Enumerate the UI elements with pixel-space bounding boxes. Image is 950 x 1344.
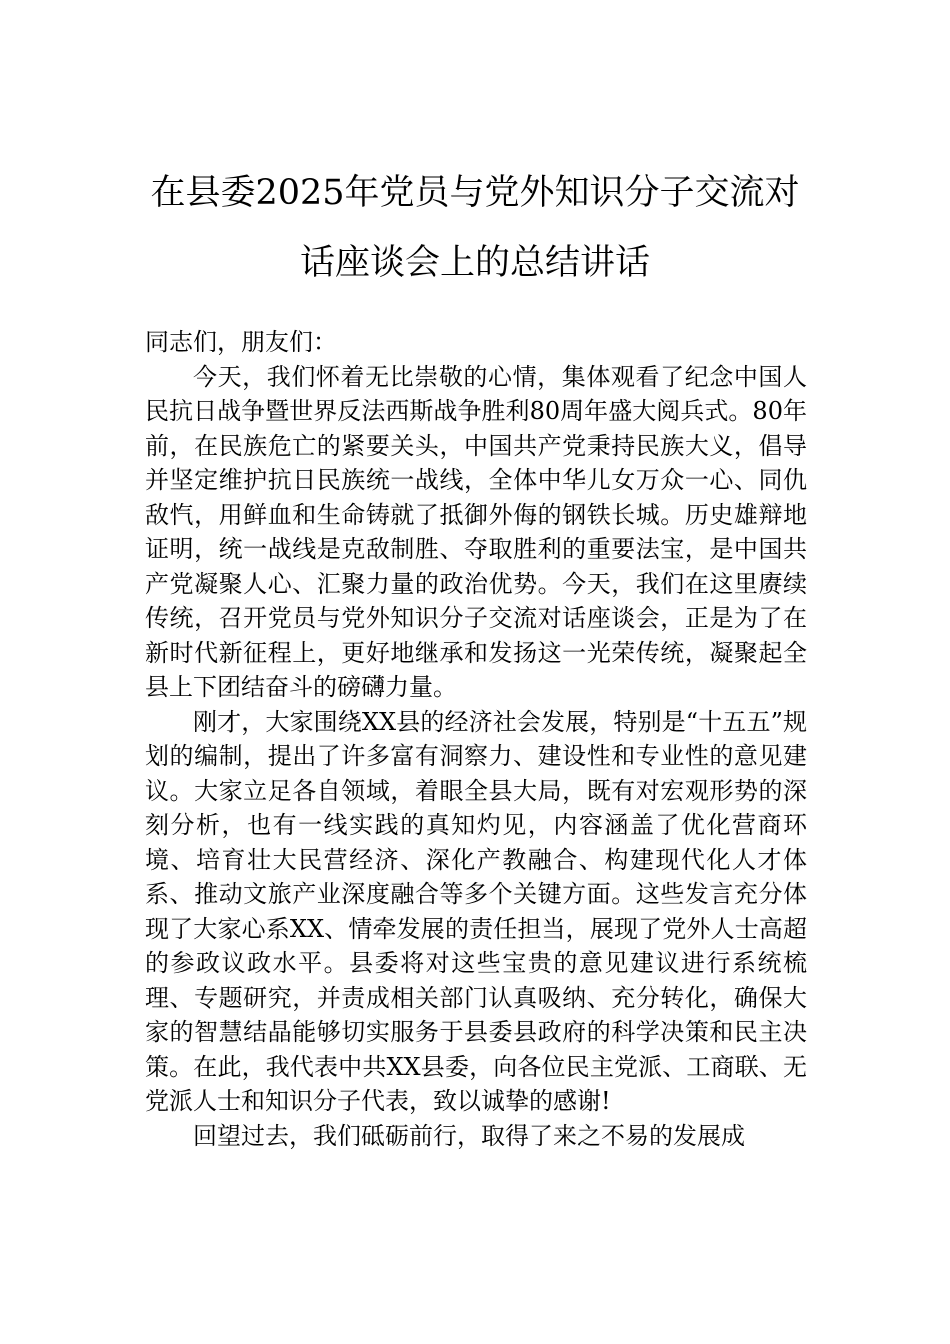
- document-body: [145, 325, 807, 1153]
- paragraph-2: 刚才，大家围绕XX县的经济社会发展，特别是“十五五”规划的编制，提出了许多富有洞察力、建设性和专业性的意见建议。大家立足各自领域，着眼全县大局，既有对宏观形势的深刻分析，也有一线实践的真知灼见，内容涵盖了优化营商环境、培育壮大民营经济、深化产教融合、构建现代化人才体系、推动文旅产业深度融合等多个关键方面。这些发言充分体现了大家心系XX、情牵发展的责任担当，展现了党外人士高超的参政议政水平。县委将对这些宝贵的意见建议进行系统梳理、专题研究，并责成相关部门认真吸纳、充分转化，确保大家的智慧结晶能够切实服务于县委县政府的科学决策和民主决策。在此，我代表中共XX县委，向各位民主党派、工商联、无党派人士和知识分子代表，致以诚挚的感谢!: [145, 707, 807, 1115]
- document-title: [140, 158, 810, 298]
- paragraph-3: 回望过去，我们砥砺前行，取得了来之不易的发展成: [193, 1121, 745, 1150]
- title-line-2: 话座谈会上的总结讲话: [299, 243, 650, 283]
- paragraph-1: 今天，我们怀着无比崇敬的心情，集体观看了纪念中国人民抗日战争暨世界反法西斯战争胜利80周年盛大阅兵式。80年前，在民族危亡的紧要关头，中国共产党秉持民族大义，倡导并坚定维护抗日民族统一战线，全体中华儿女万众一心、同仇敌忾，用鲜血和生命铸就了抵御外侮的钢铁长城。历史雄辩地证明，统一战线是克敌制胜、夺取胜利的重要法宝，是中国共产党凝聚人心、汇聚力量的政治优势。今天，我们在这里赓续传统，召开党员与党外知识分子交流对话座谈会，正是为了在新时代新征程上，更好地继承和发扬这一光荣传统，凝聚起全县上下团结奋斗的磅礴力量。: [145, 362, 807, 701]
- salutation: 同志们，朋友们：: [145, 328, 337, 356]
- title-line-1: 在县委2025年党员与党外知识分子交流对: [150, 173, 800, 213]
